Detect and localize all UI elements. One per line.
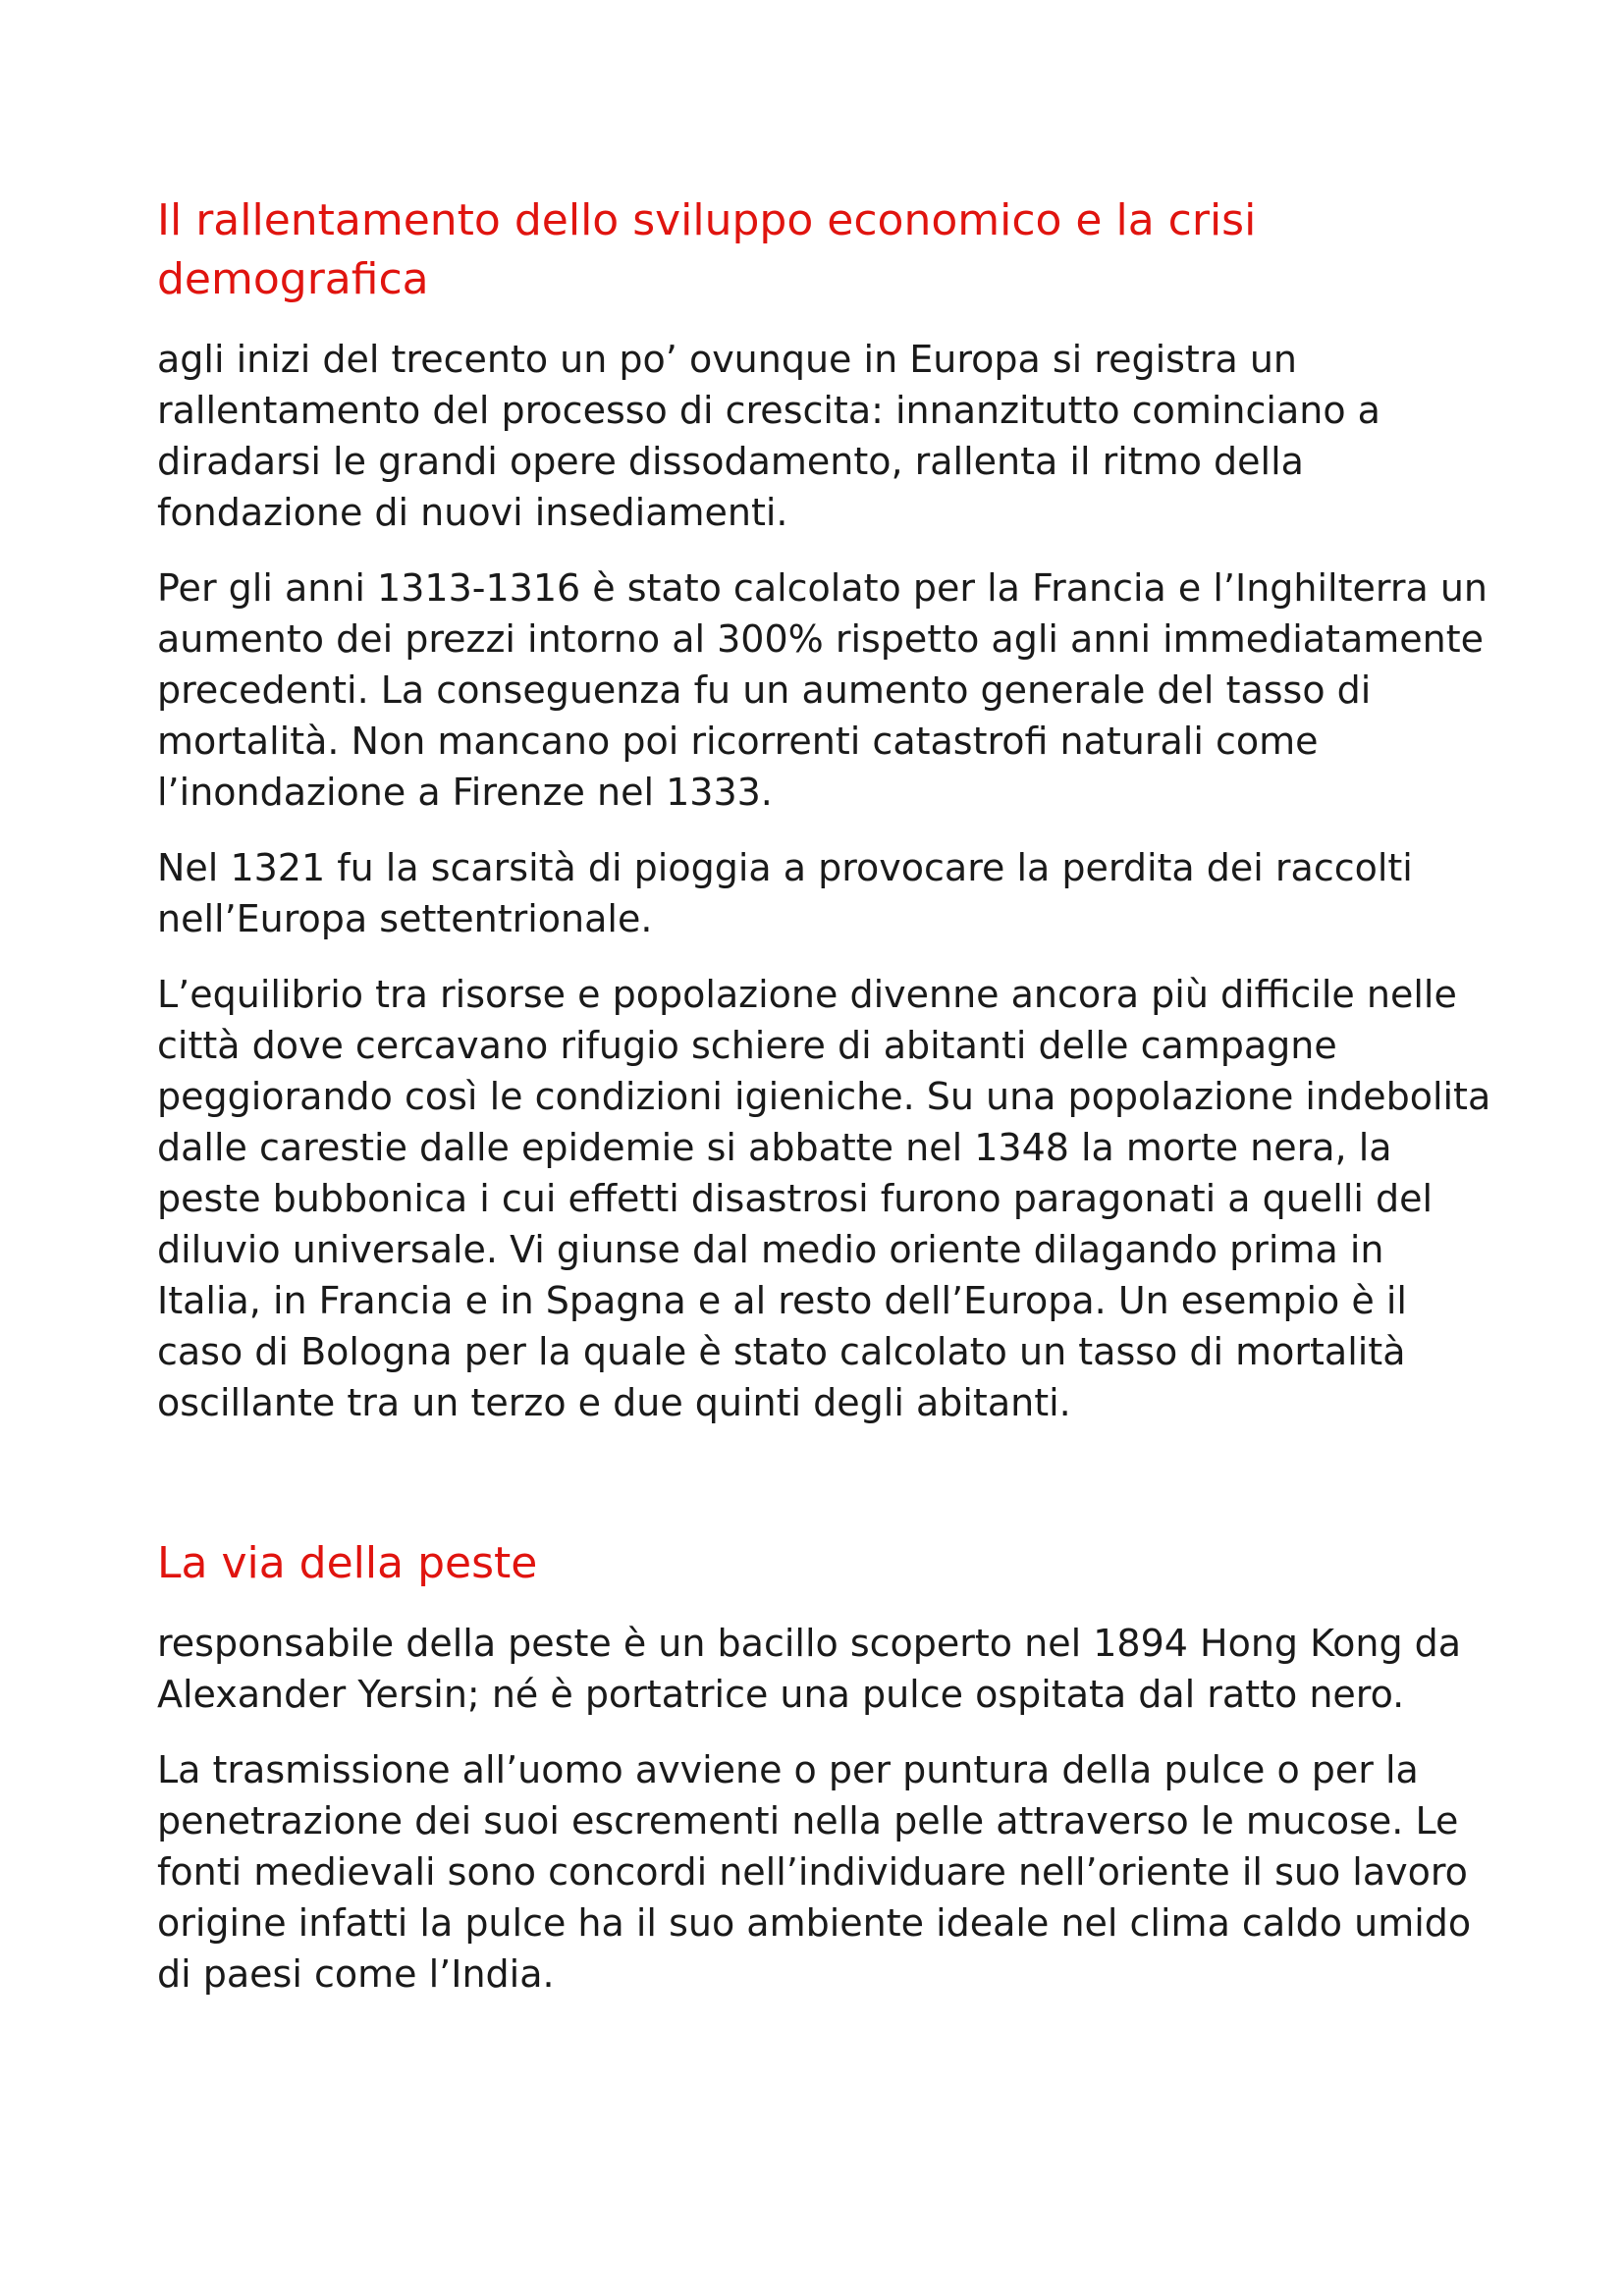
- page-content: [157, 191, 1492, 2024]
- paragraph: responsabile della peste è un bacillo scoperto nel 1894 Hong Kong da Alexander Yersin; né è portatrice una pulce ospitata dal ratto nero.: [157, 1622, 1462, 1716]
- paragraph: La trasmissione all’uomo avviene o per puntura della pulce o per la penetrazione dei suoi escrementi nella pelle attraverso le mucose. Le fonti medievali sono concordi nell’individuare nell’oriente il suo lavoro origine infatti la pulce ha il suo ambiente ideale nel clima caldo umido di paesi come l’India.: [157, 1748, 1472, 1996]
- paragraph: agli inizi del trecento un po’ ovunque in Europa si registra un rallentamento del processo di crescita: innanzitutto cominciano a diradarsi le grandi opere dissodamento, rallenta il ritmo della fondazione di nuovi insediamenti.: [157, 338, 1380, 534]
- section-heading-economic-crisis: Il rallentamento dello sviluppo economico e la crisi demografica: [157, 195, 1257, 304]
- paragraph: L’equilibrio tra risorse e popolazione divenne ancora più difficile nelle città dove cercavano rifugio schiere di abitanti delle campagne peggiorando così le condizioni igieniche. Su una popolazione indebolita dalle carestie dalle epidemie si abbatte nel 1348 la morte nera, la peste bubbonica i cui effetti disastrosi furono paragonati a quelli del diluvio universale. Vi giunse dal medio oriente dilagando prima in Italia, in Francia e in Spagna e al resto dell’Europa. Un esempio è il caso di Bologna per la quale è stato calcolato un tasso di mortalità oscillante tra un terzo e due quinti degli abitanti.: [157, 973, 1491, 1424]
- paragraph: Per gli anni 1313-1316 è stato calcolato per la Francia e l’Inghilterra un aumento dei prezzi intorno al 300% rispetto agli anni immediatamente precedenti. La conseguenza fu un aumento generale del tasso di mortalità. Non mancano poi ricorrenti catastrofi naturali come l’inondazione a Firenze nel 1333.: [157, 566, 1488, 814]
- section-heading-plague-route: La via della peste: [157, 1538, 538, 1588]
- paragraph: Nel 1321 fu la scarsità di pioggia a provocare la perdita dei raccolti nell’Europa settentrionale.: [157, 846, 1413, 940]
